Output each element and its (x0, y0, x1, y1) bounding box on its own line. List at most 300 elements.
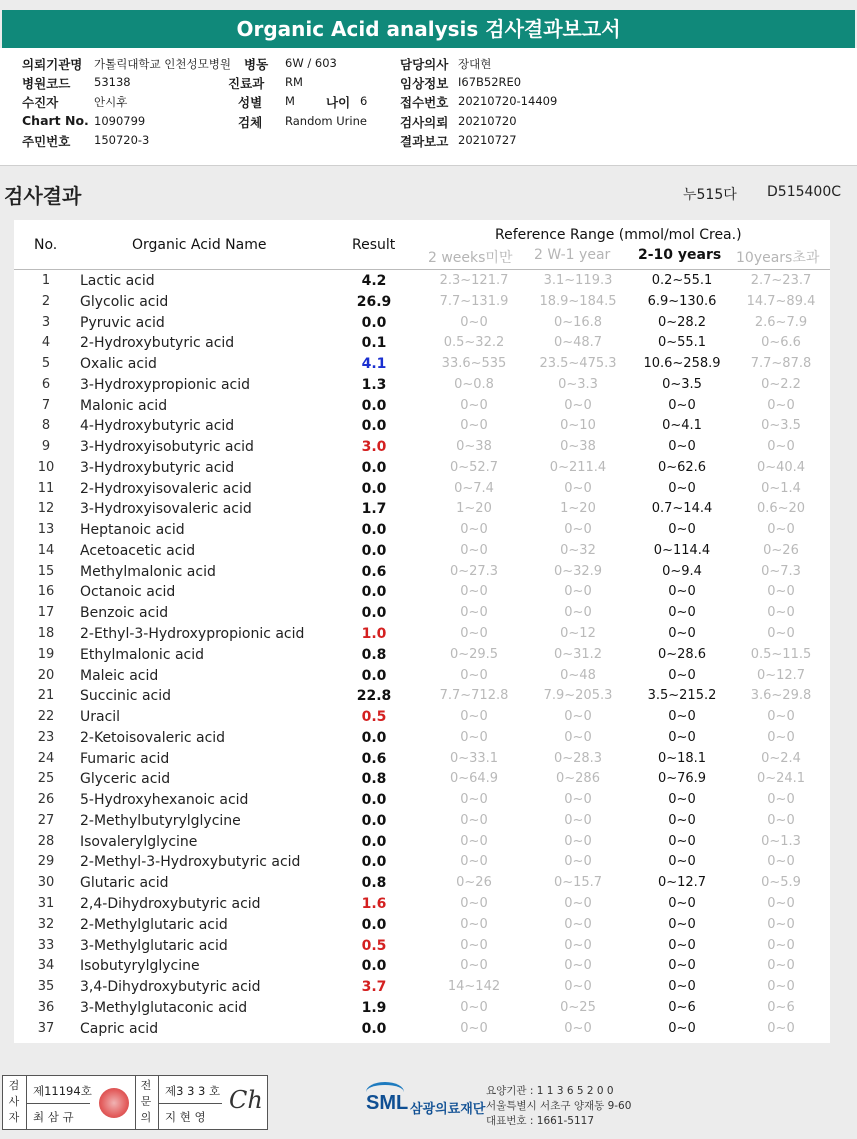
cell-r1: 0~29.5 (449, 646, 499, 662)
cell-r3: 0~0 (668, 584, 696, 600)
cell-r2: 0~286 (556, 771, 600, 787)
cell-r4: 0~6.6 (761, 335, 801, 351)
table-row (14, 500, 830, 521)
cell-no: 9 (41, 439, 51, 455)
report-value-4: 20210727 (458, 132, 517, 147)
cell-name: Benzoic acid (80, 605, 169, 622)
table-row (14, 583, 830, 604)
cell-no: 35 (37, 979, 55, 995)
cell-result: 0.0 (361, 854, 387, 871)
header-result: Result (352, 237, 396, 253)
code-1: 누515다 (683, 187, 737, 203)
cell-r4: 0~0 (767, 397, 795, 413)
cell-r1: 7.7~131.9 (439, 293, 509, 309)
cell-name: 2-Methylglutaric acid (80, 916, 228, 933)
table-row (14, 1020, 830, 1041)
table-row (14, 563, 830, 584)
cell-r4: 0~0 (767, 626, 795, 642)
section-title: 검사결과 (4, 184, 82, 208)
cell-r4: 0~0 (767, 439, 795, 455)
cell-no: 33 (37, 937, 55, 953)
cell-r3: 0~3.5 (662, 376, 702, 392)
cell-result: 0.0 (361, 397, 387, 414)
table-row (14, 791, 830, 812)
report-title: Organic Acid analysis 검사결과보고서 (2, 10, 855, 48)
cell-name: 5-Hydroxyhexanoic acid (80, 792, 249, 809)
cell-r3: 0.2~55.1 (651, 273, 713, 288)
table-row (14, 480, 830, 501)
cell-no: 18 (37, 626, 55, 642)
cell-r2: 0~31.2 (553, 646, 603, 662)
table-row (14, 438, 830, 459)
cell-r2: 1~20 (560, 501, 596, 517)
cell-name: Glyceric acid (80, 771, 171, 788)
specimen-label: 검체 (238, 115, 263, 130)
cell-r1: 0~0 (460, 314, 488, 330)
cell-r1: 0~0 (460, 522, 488, 538)
cell-name: 3-Methylglutaconic acid (80, 999, 248, 1016)
cell-r1: 0~0 (460, 418, 488, 434)
cell-r2: 0~0 (564, 958, 592, 974)
cell-r3: 0~4.1 (662, 418, 702, 434)
cell-no: 11 (37, 480, 55, 496)
org-phone: 대표번호 : 1661-5117 (486, 1115, 595, 1127)
table-row (14, 957, 830, 978)
cell-r4: 0~12.7 (756, 667, 806, 683)
table-row (14, 937, 830, 958)
cell-result: 4.1 (361, 356, 387, 373)
report-value-2: 20210720-14409 (458, 94, 558, 109)
cell-r4: 0~0 (767, 729, 795, 745)
cell-r3: 0~0 (668, 937, 696, 953)
info-label-3: Chart No. (22, 112, 89, 128)
cell-name: 3-Methylglutaric acid (80, 937, 228, 954)
cell-result: 0.5 (361, 709, 387, 726)
cell-no: 24 (37, 750, 55, 766)
cell-r3: 0~0 (668, 958, 696, 974)
cell-r4: 0~0 (767, 709, 795, 725)
cell-result: 0.8 (361, 875, 387, 892)
cell-r1: 0~0 (460, 833, 488, 849)
cell-r1: 0~0 (460, 895, 488, 911)
cell-r3: 0~0 (668, 397, 696, 413)
cell-no: 36 (37, 999, 55, 1015)
cell-result: 0.5 (361, 937, 387, 954)
cell-result: 0.0 (361, 729, 387, 746)
cell-r4: 0~0 (767, 812, 795, 828)
cell-r4: 0~2.2 (761, 376, 801, 392)
cell-r2: 0~3.3 (558, 376, 598, 392)
org-name: 삼광의료재단 (410, 1102, 486, 1117)
signature-box (2, 1075, 268, 1130)
cell-r3: 0~0 (668, 812, 696, 828)
cell-r1: 0~0 (460, 812, 488, 828)
cell-r4: 3.6~29.8 (750, 688, 812, 704)
cell-r1: 0~7.4 (454, 480, 494, 496)
cell-r1: 2.3~121.7 (439, 273, 509, 288)
table-row (14, 417, 830, 438)
header-divider (14, 269, 830, 270)
license-1: 제11194호 (33, 1084, 92, 1098)
cell-r2: 0~211.4 (549, 459, 607, 475)
report-label-0: 담당의사 (400, 57, 449, 72)
cell-r1: 0~0 (460, 584, 488, 600)
cell-r3: 0~0 (668, 916, 696, 932)
cell-r3: 0~0 (668, 1020, 696, 1036)
cell-r1: 0~52.7 (449, 459, 499, 475)
header-no: No. (34, 237, 58, 253)
report-label-1: 임상정보 (400, 76, 449, 92)
header-name: Organic Acid Name (132, 237, 267, 253)
cell-r2: 3.1~119.3 (543, 273, 613, 288)
table-row (14, 355, 830, 376)
cell-no: 1 (41, 273, 51, 288)
cell-result: 1.7 (361, 501, 387, 518)
cell-r2: 0~28.3 (553, 750, 603, 766)
info-value-2: 안시후 (94, 95, 128, 110)
cell-r3: 0~0 (668, 833, 696, 849)
cell-no: 2 (41, 293, 51, 309)
cell-r4: 0~1.3 (761, 833, 801, 849)
table-row (14, 625, 830, 646)
table-row (14, 293, 830, 314)
specimen-value: Random Urine (285, 114, 367, 128)
cell-r4: 7.7~87.8 (750, 356, 812, 372)
dept-label: 진료과 (228, 76, 265, 91)
cell-no: 12 (37, 501, 55, 517)
cell-r1: 0~0 (460, 626, 488, 642)
cell-r2: 0~0 (564, 812, 592, 828)
cell-r1: 0~0 (460, 1020, 488, 1036)
info-label-1: 병원코드 (22, 76, 71, 92)
info-value-0: 가톨릭대학교 인천성모병원 (94, 57, 231, 71)
cell-r3: 0~18.1 (657, 750, 707, 766)
cell-r2: 0~48 (560, 667, 596, 683)
cell-r4: 0~2.4 (761, 750, 801, 766)
cell-name: Lactic acid (80, 273, 155, 289)
cell-no: 8 (41, 418, 51, 434)
cell-r4: 14.7~89.4 (746, 293, 816, 309)
cell-result: 4.2 (361, 273, 387, 289)
cell-r4: 2.6~7.9 (754, 314, 808, 330)
org-address: 서울특별시 서초구 양재동 9-60 (486, 1100, 632, 1112)
ref-col-4: 10years초과 (736, 250, 820, 266)
ref-col-3: 2-10 years (638, 247, 722, 263)
cell-r4: 0~0 (767, 605, 795, 621)
cell-r2: 0~0 (564, 397, 592, 413)
cell-r1: 1~20 (456, 501, 492, 517)
table-row (14, 874, 830, 895)
cell-no: 6 (41, 376, 51, 392)
cell-r1: 0~0 (460, 542, 488, 558)
cell-r2: 0~0 (564, 833, 592, 849)
cell-name: Acetoacetic acid (80, 542, 196, 559)
ward-label: 병동 (244, 57, 269, 72)
cell-r2: 0~0 (564, 522, 592, 538)
cell-r4: 0~1.4 (761, 480, 801, 496)
person-1: 최 삼 규 (33, 1110, 74, 1124)
cell-r2: 0~0 (564, 916, 592, 932)
cell-name: Isobutyrylglycine (80, 958, 200, 975)
table-body (14, 272, 830, 1040)
cell-r1: 0~27.3 (449, 563, 499, 579)
cell-r2: 0~48.7 (553, 335, 603, 351)
cell-name: 3-Hydroxyisobutyric acid (80, 439, 254, 456)
table-row (14, 314, 830, 335)
cell-result: 0.0 (361, 916, 387, 933)
table-row (14, 542, 830, 563)
cell-r4: 0~0 (767, 792, 795, 808)
cell-r4: 0~7.3 (761, 563, 801, 579)
cell-r2: 0~0 (564, 584, 592, 600)
cell-r4: 2.7~23.7 (750, 273, 812, 288)
cell-name: Maleic acid (80, 667, 159, 684)
cell-name: Malonic acid (80, 397, 168, 414)
cell-no: 4 (41, 335, 51, 351)
cell-r4: 0~0 (767, 584, 795, 600)
table-row (14, 770, 830, 791)
cell-no: 10 (37, 459, 55, 475)
cell-r3: 0~76.9 (657, 771, 707, 787)
cell-no: 13 (37, 522, 55, 538)
cell-name: Uracil (80, 709, 121, 726)
cell-r2: 0~16.8 (553, 314, 603, 330)
cell-name: 2-Hydroxyisovaleric acid (80, 480, 252, 497)
table-row (14, 999, 830, 1020)
cell-r3: 0~0 (668, 854, 696, 870)
table-row (14, 708, 830, 729)
cell-result: 3.0 (361, 439, 387, 456)
cell-r4: 0~0 (767, 958, 795, 974)
cell-no: 22 (37, 709, 55, 725)
cell-result: 0.0 (361, 958, 387, 975)
role-2: 전 문 의 (140, 1079, 152, 1124)
cell-name: 4-Hydroxybutyric acid (80, 418, 235, 435)
cell-r2: 23.5~475.3 (539, 356, 617, 372)
cell-r1: 0~0 (460, 729, 488, 745)
cell-r4: 0~0 (767, 854, 795, 870)
report-value-0: 장대현 (458, 57, 492, 71)
person-2: 지 현 영 (165, 1110, 206, 1124)
ward-value: 6W / 603 (285, 56, 337, 70)
cell-r2: 0~0 (564, 895, 592, 911)
cell-no: 27 (37, 812, 55, 828)
cell-name: 2-Methyl-3-Hydroxybutyric acid (80, 854, 301, 871)
table-row (14, 376, 830, 397)
cell-r3: 0~0 (668, 709, 696, 725)
report-label-4: 결과보고 (400, 133, 449, 149)
cell-r4: 0~24.1 (756, 771, 806, 787)
cell-r1: 0~0 (460, 397, 488, 413)
cell-r1: 0~0 (460, 709, 488, 725)
cell-result: 0.0 (361, 605, 387, 622)
table-row (14, 833, 830, 854)
cell-result: 0.1 (361, 335, 387, 352)
cell-no: 16 (37, 584, 55, 600)
table-row (14, 604, 830, 625)
report-value-3: 20210720 (458, 113, 517, 128)
cell-r3: 0~0 (668, 439, 696, 455)
org-code: 요양기관 : 1 1 3 6 5 2 0 0 (486, 1085, 614, 1097)
table-row (14, 646, 830, 667)
info-label-2: 수진자 (22, 95, 59, 111)
cell-r1: 0~0.8 (454, 376, 494, 392)
cell-r2: 0~12 (560, 626, 596, 642)
cell-result: 0.0 (361, 480, 387, 497)
cell-name: Capric acid (80, 1020, 159, 1037)
table-row (14, 853, 830, 874)
patient-info-header (0, 48, 857, 166)
cell-r3: 10.6~258.9 (643, 356, 721, 372)
cell-r1: 0~0 (460, 792, 488, 808)
cell-r1: 0~0 (460, 999, 488, 1015)
cell-no: 37 (37, 1020, 55, 1036)
cell-result: 0.0 (361, 584, 387, 601)
report-value-1: I67B52RE0 (458, 75, 522, 90)
cell-name: 2-Hydroxybutyric acid (80, 335, 235, 352)
cell-result: 0.0 (361, 459, 387, 476)
cell-name: Methylmalonic acid (80, 563, 216, 580)
cell-no: 20 (37, 667, 55, 683)
cell-result: 0.6 (361, 750, 387, 767)
table-row (14, 687, 830, 708)
cell-r2: 0~25 (560, 999, 596, 1015)
cell-no: 31 (37, 895, 55, 911)
cell-r1: 0~0 (460, 958, 488, 974)
table-row (14, 667, 830, 688)
ref-col-2: 2 W-1 year (534, 247, 611, 263)
cell-r3: 0~0 (668, 522, 696, 538)
cell-no: 32 (37, 916, 55, 932)
header-reference-range: Reference Range (mmol/mol Crea.) (495, 227, 742, 243)
cell-no: 28 (37, 833, 55, 849)
cell-r4: 0~0 (767, 895, 795, 911)
table-row (14, 334, 830, 355)
cell-r1: 0~0 (460, 937, 488, 953)
table-row (14, 459, 830, 480)
cell-r1: 0~64.9 (449, 771, 499, 787)
cell-r3: 0~12.7 (657, 875, 707, 891)
cell-r3: 0~0 (668, 729, 696, 745)
cell-r3: 0~0 (668, 480, 696, 496)
cell-r4: 0~0 (767, 979, 795, 995)
cell-name: Heptanoic acid (80, 522, 185, 539)
cell-r3: 0~9.4 (662, 563, 702, 579)
age-label: 나이 (326, 95, 351, 110)
cell-r1: 7.7~712.8 (439, 688, 509, 704)
dept-value: RM (285, 75, 303, 89)
cell-r4: 0~6 (767, 999, 795, 1015)
cell-name: 3-Hydroxypropionic acid (80, 376, 251, 393)
cell-r2: 0~0 (564, 480, 592, 496)
cell-r2: 0~15.7 (553, 875, 603, 891)
cell-name: Isovalerylglycine (80, 833, 198, 850)
cell-name: Glutaric acid (80, 875, 169, 892)
cell-name: 3-Hydroxybutyric acid (80, 459, 235, 476)
sex-label: 성별 (238, 95, 263, 110)
cell-no: 23 (37, 729, 55, 745)
cell-r1: 0~0 (460, 916, 488, 932)
cell-r1: 0~26 (456, 875, 492, 891)
cell-result: 3.7 (361, 979, 387, 996)
info-value-1: 53138 (94, 75, 131, 90)
cell-r3: 0~6 (668, 999, 696, 1015)
cell-r3: 0~28.2 (657, 314, 707, 330)
cell-r1: 0~0 (460, 605, 488, 621)
cell-result: 22.8 (356, 688, 392, 705)
cell-r3: 0~0 (668, 626, 696, 642)
cell-r2: 18.9~184.5 (539, 293, 617, 309)
cell-r4: 0~0 (767, 937, 795, 953)
cell-r4: 0~0 (767, 1020, 795, 1036)
cell-name: Succinic acid (80, 688, 172, 705)
cell-r2: 0~0 (564, 937, 592, 953)
cell-r4: 0~0 (767, 522, 795, 538)
cell-name: Octanoic acid (80, 584, 176, 601)
cell-r1: 0~0 (460, 854, 488, 870)
cell-result: 0.6 (361, 563, 387, 580)
cell-result: 1.0 (361, 626, 387, 643)
cell-no: 21 (37, 688, 55, 704)
cell-name: 3,4-Dihydroxybutyric acid (80, 979, 261, 996)
cell-result: 1.9 (361, 999, 387, 1016)
cell-name: 2,4-Dihydroxybutyric acid (80, 895, 261, 912)
info-label-4: 주민번호 (22, 133, 71, 149)
cell-r2: 0~0 (564, 1020, 592, 1036)
table-row (14, 916, 830, 937)
cell-no: 17 (37, 605, 55, 621)
cell-result: 0.0 (361, 314, 387, 331)
cell-r4: 0~5.9 (761, 875, 801, 891)
cell-r1: 0~33.1 (449, 750, 499, 766)
cell-r3: 0~0 (668, 979, 696, 995)
signature: Ch (229, 1086, 263, 1114)
cell-r3: 0~0 (668, 895, 696, 911)
table-row (14, 272, 830, 293)
cell-no: 7 (41, 397, 51, 413)
cell-name: Glycolic acid (80, 293, 169, 310)
cell-r2: 0~0 (564, 605, 592, 621)
cell-r2: 0~32.9 (553, 563, 603, 579)
cell-r3: 0~55.1 (657, 335, 707, 351)
table-row (14, 812, 830, 833)
logo-text: SML (366, 1092, 409, 1114)
table-row (14, 521, 830, 542)
cell-result: 0.8 (361, 771, 387, 788)
table-row (14, 397, 830, 418)
cell-no: 15 (37, 563, 55, 579)
cell-r1: 0~38 (456, 439, 492, 455)
cell-r4: 0~3.5 (761, 418, 801, 434)
cell-result: 0.0 (361, 418, 387, 435)
cell-r3: 0.7~14.4 (651, 501, 713, 517)
cell-result: 26.9 (356, 293, 392, 310)
cell-r4: 0~40.4 (756, 459, 806, 475)
cell-r2: 0~10 (560, 418, 596, 434)
cell-r3: 0~28.6 (657, 646, 707, 662)
cell-name: Fumaric acid (80, 750, 170, 767)
cell-no: 19 (37, 646, 55, 662)
cell-result: 1.6 (361, 895, 387, 912)
cell-no: 26 (37, 792, 55, 808)
cell-r3: 0~0 (668, 667, 696, 683)
cell-no: 3 (41, 314, 51, 330)
cell-r4: 0.6~20 (756, 501, 806, 517)
cell-r1: 14~142 (447, 979, 501, 995)
cell-no: 34 (37, 958, 55, 974)
cell-name: Pyruvic acid (80, 314, 165, 331)
cell-r2: 0~0 (564, 709, 592, 725)
